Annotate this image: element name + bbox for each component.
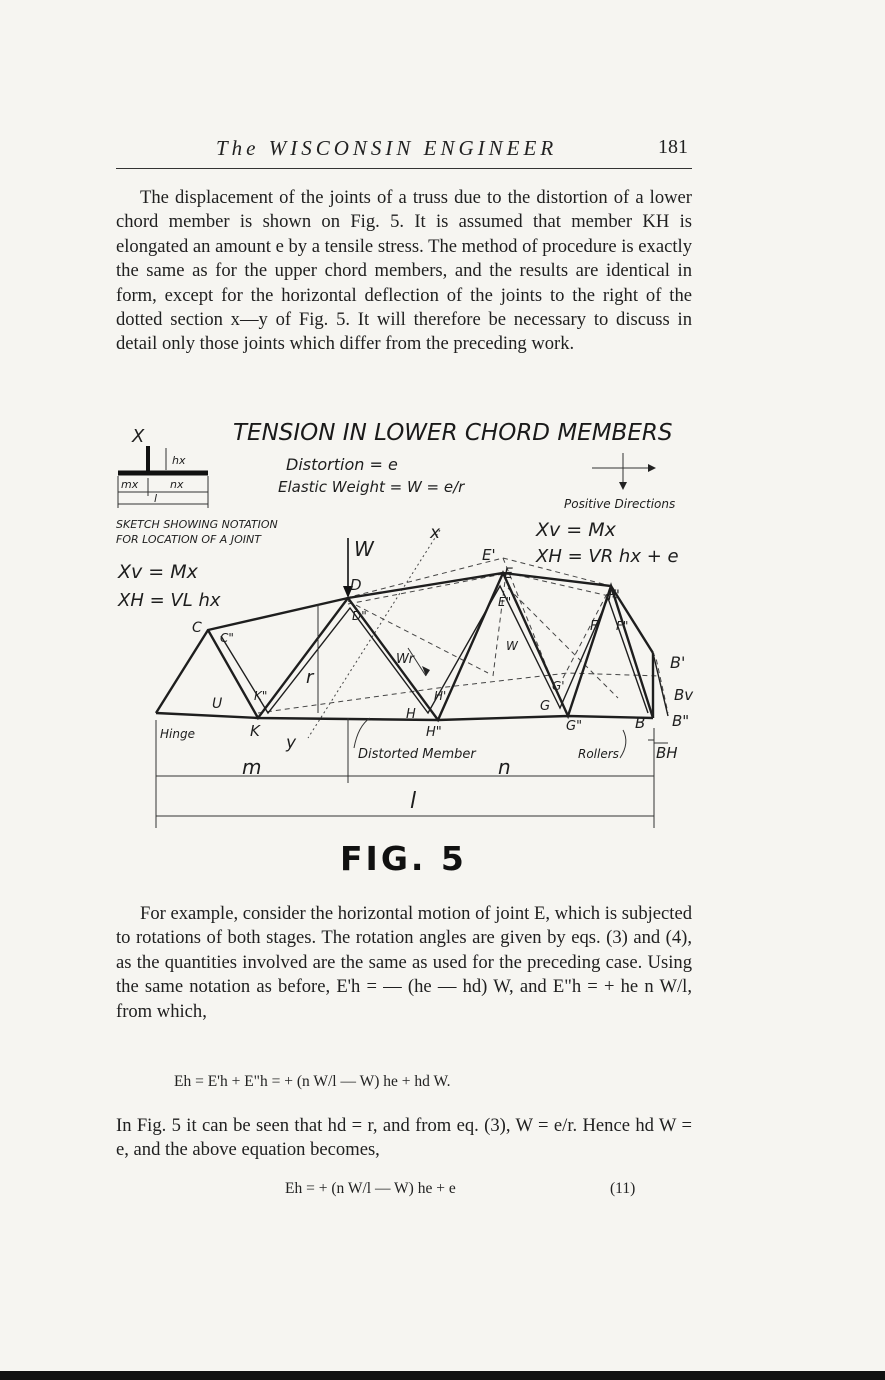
joint-bh: BH bbox=[656, 744, 678, 762]
joint-d: D bbox=[350, 576, 362, 594]
running-header bbox=[116, 132, 692, 172]
joint-d2: D" bbox=[352, 609, 367, 623]
positive-directions-icon bbox=[592, 453, 656, 490]
paragraph-intro: The displacement of the joints of a truss due to the distortion of a lower chord member is shown on Fig. 5. It is assumed that member KH is elongated an amount e by a tensile stress. The method of procedure is exactly the same as for the upper chord members, and the results are identical in form, except for the horizontal deflection of the joints to the right of the dotted section x—y of Fig. 5. It will therefore be necessary to discuss in detail only those joints which differ from the preceding work. bbox=[116, 187, 692, 355]
figure-caption: FIG. 5 bbox=[340, 839, 467, 878]
joint-g2: G" bbox=[566, 719, 583, 734]
equation-number: (11) bbox=[610, 1180, 636, 1197]
joint-c2: C" bbox=[220, 631, 234, 645]
joint-bv: Bv bbox=[674, 686, 694, 704]
joint-b1: B' bbox=[670, 653, 686, 672]
left-eq-h: XH = VL hx bbox=[118, 590, 221, 611]
w-small-label: W bbox=[506, 639, 518, 653]
joint-f2: F" bbox=[616, 619, 629, 633]
joint-b: B bbox=[635, 714, 646, 732]
rollers-label: Rollers bbox=[578, 747, 619, 761]
joint-e2: E" bbox=[498, 595, 512, 609]
section-y-label: y bbox=[286, 733, 297, 753]
page-number: 181 bbox=[658, 136, 688, 158]
truss-members bbox=[156, 573, 668, 720]
header-rule bbox=[116, 168, 692, 169]
equation-11: Eh = + (n W/l — W) he + e bbox=[285, 1180, 456, 1197]
joint-e1: E' bbox=[482, 546, 496, 564]
scan-bottom-edge bbox=[0, 1371, 885, 1380]
positive-directions-label: Positive Directions bbox=[564, 497, 676, 511]
w-rot-label: Wr bbox=[396, 652, 414, 667]
rollers-leader bbox=[620, 730, 626, 758]
dim-m-label: m bbox=[242, 755, 262, 779]
joint-f1: F' bbox=[608, 588, 620, 604]
sketch-mx-label: mx bbox=[121, 478, 139, 491]
journal-title: The WISCONSIN ENGINEER bbox=[216, 136, 558, 160]
joint-k: K bbox=[250, 722, 260, 740]
paragraph-hence: In Fig. 5 it can be seen that hd = r, and from eq. (3), W = e/r. Hence hd W = e, and the above equation becomes, bbox=[116, 1115, 692, 1161]
hinge-label: Hinge bbox=[160, 727, 195, 741]
distorted-member-label: Distorted Member bbox=[358, 747, 476, 762]
joint-e: E bbox=[504, 566, 513, 582]
dim-n-label: n bbox=[498, 755, 511, 779]
joint-c: C bbox=[192, 620, 202, 636]
right-eq-h: XH = VR hx + e bbox=[536, 546, 679, 567]
sketch-hx-label: hx bbox=[172, 454, 186, 467]
r-label: r bbox=[306, 667, 314, 688]
joint-u: U bbox=[212, 696, 223, 712]
paragraph-example: For example, consider the horizontal motion of joint E, which is subjected to rotations of both stages. The rotation angles are given by eqs. (3) and (4), as the quantities involved are the same as used for the preceding case. Using the same notation as before, E'h = — (he — hd) W, and E"h = + he n W/l, from which, bbox=[116, 903, 693, 1022]
left-eq-v: Xv = Mx bbox=[118, 561, 198, 583]
joint-h1: H' bbox=[434, 689, 447, 703]
joint-notation-sketch bbox=[118, 426, 208, 508]
figure-title: TENSION IN LOWER CHORD MEMBERS bbox=[233, 420, 673, 446]
joint-b2: B" bbox=[672, 712, 690, 730]
sketch-l-label: l bbox=[154, 492, 158, 505]
sketch-caption-1: SKETCH SHOWING NOTATION bbox=[116, 518, 278, 531]
sketch-caption-2: FOR LOCATION OF A JOINT bbox=[116, 533, 261, 546]
joint-k2: K" bbox=[254, 689, 268, 703]
dim-l-label: l bbox=[410, 789, 417, 814]
joint-g: G bbox=[540, 699, 551, 714]
joint-f: F bbox=[590, 619, 598, 634]
load-w-label: W bbox=[354, 537, 374, 561]
distorted-member-leader bbox=[354, 718, 370, 748]
right-eq-v: Xv = Mx bbox=[536, 519, 616, 541]
figure-5 bbox=[108, 408, 708, 888]
joint-h2: H" bbox=[426, 725, 442, 740]
sketch-nx-label: nx bbox=[170, 478, 184, 491]
distortion-label: Distortion = e bbox=[286, 455, 398, 474]
joint-h: H bbox=[406, 707, 416, 722]
elastic-weight-label: Elastic Weight = W = e/r bbox=[278, 478, 465, 496]
equation-eh-expanded: Eh = E'h + E"h = + (n W/l — W) he + hd W. bbox=[174, 1073, 451, 1090]
section-x-label: x bbox=[430, 523, 441, 543]
joint-g1: G' bbox=[552, 679, 565, 693]
sketch-x-label: X bbox=[132, 426, 145, 447]
